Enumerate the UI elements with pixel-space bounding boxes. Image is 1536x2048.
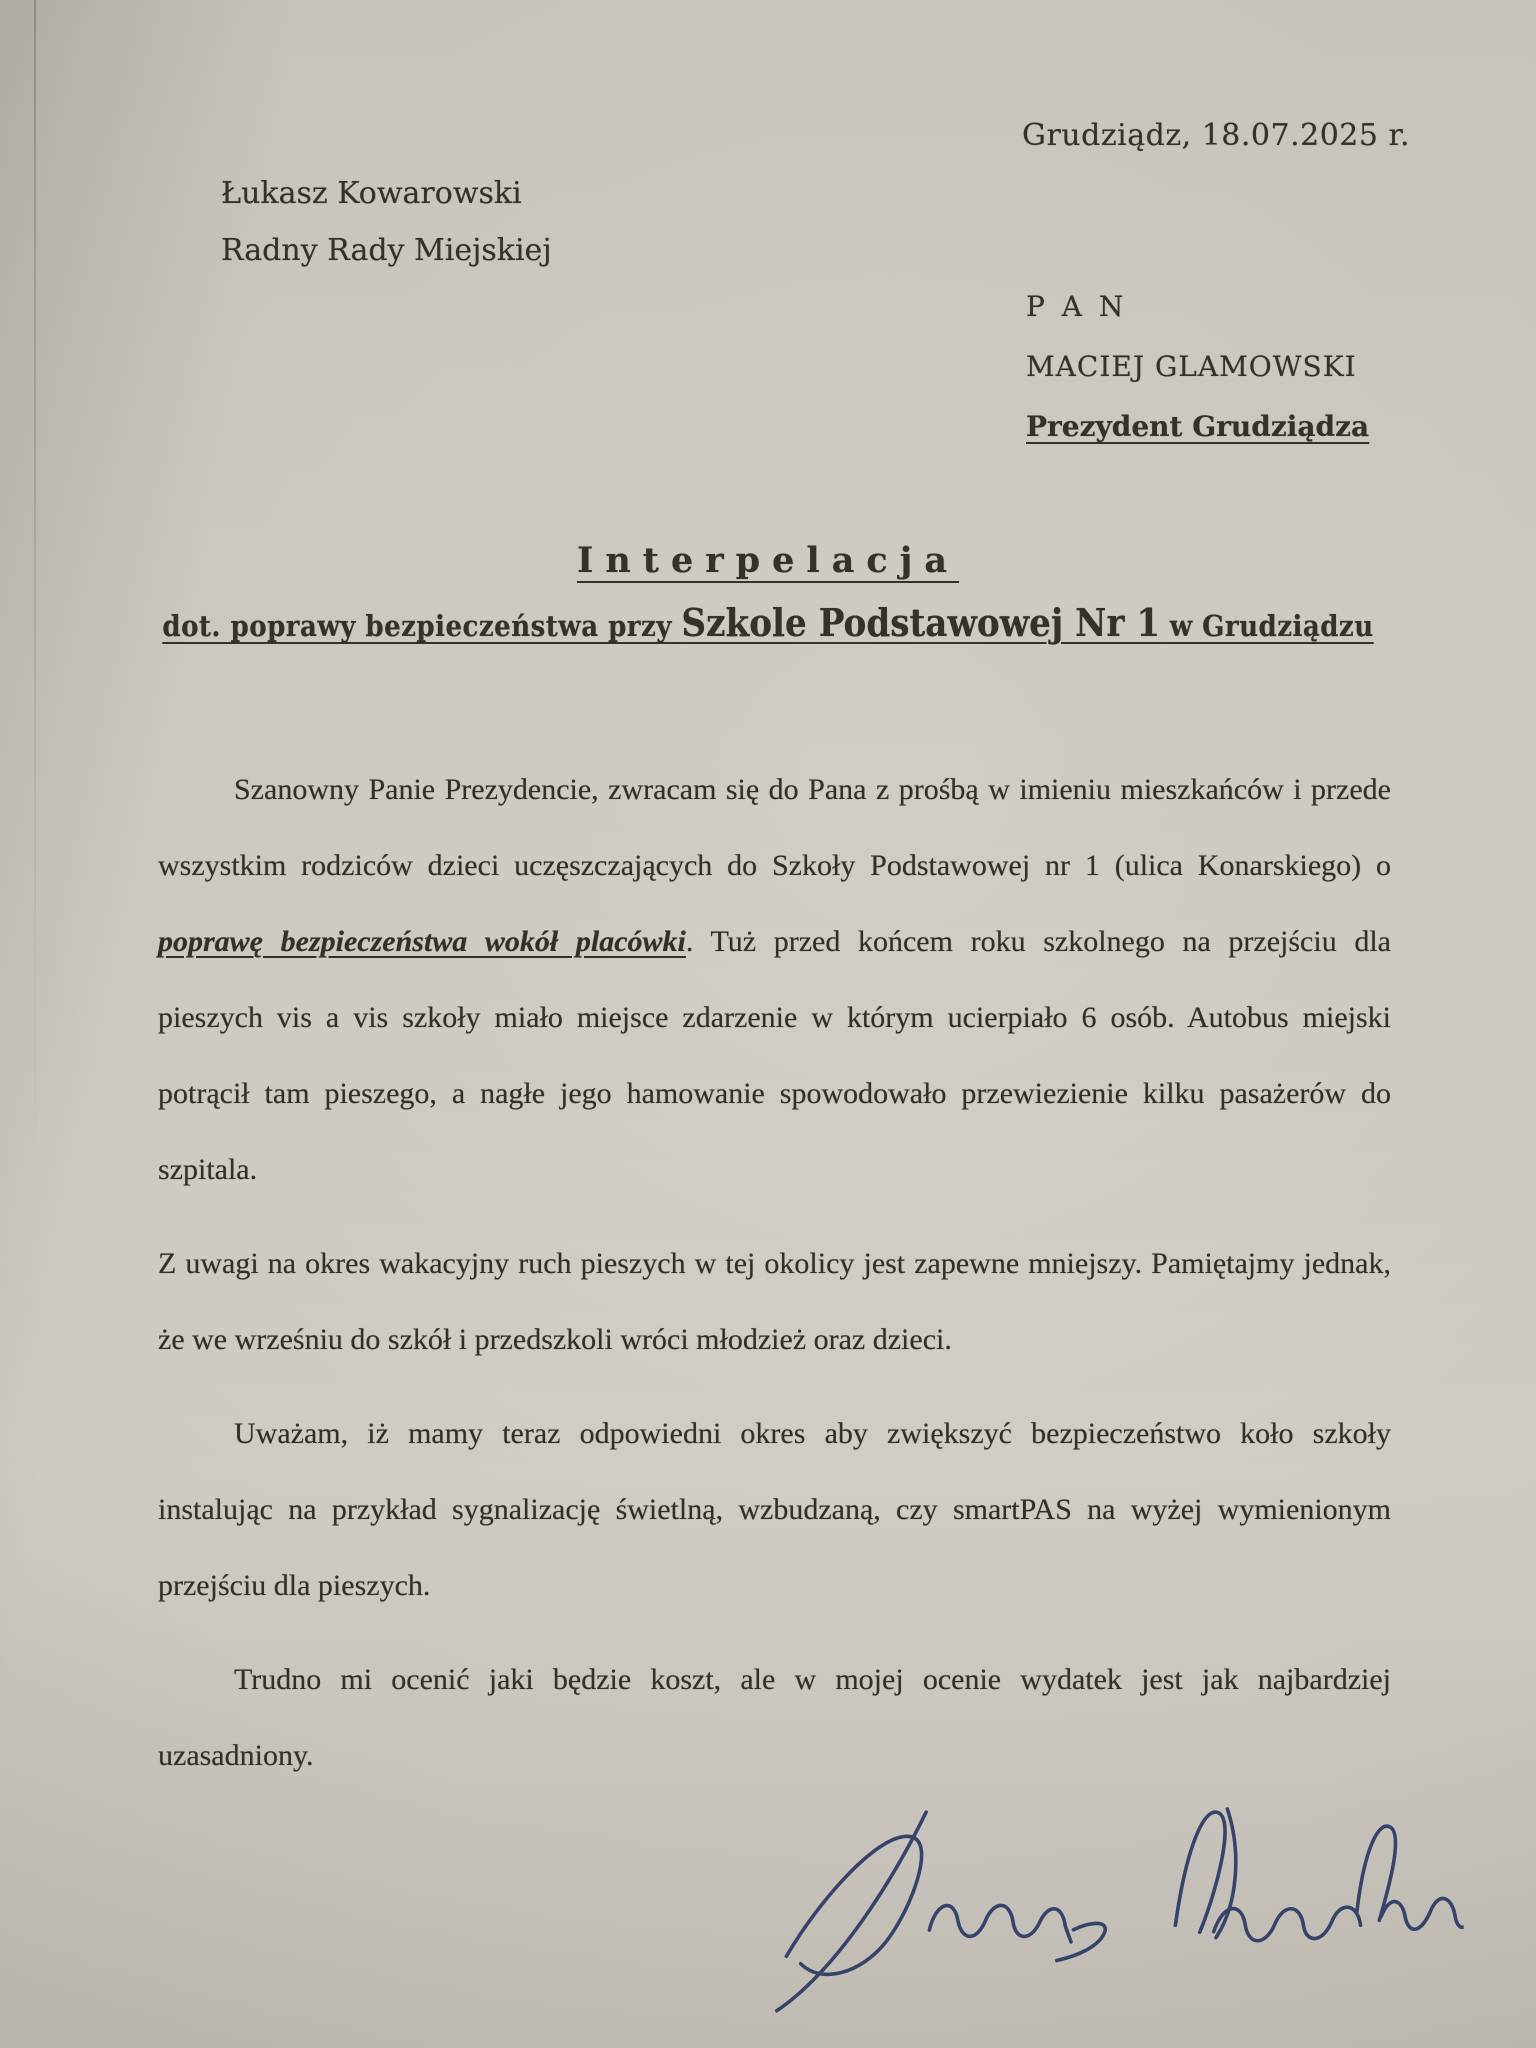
- document-title: Interpelacja: [576, 540, 960, 581]
- paragraph-4-text: Trudno mi ocenić jaki będzie koszt, ale w mojej ocenie wydatek jest jak najbardziej uzasadniony.: [158, 1663, 1391, 1772]
- letter-body: [158, 752, 1391, 1812]
- paragraph-2: [158, 1226, 1391, 1378]
- sender-block: [221, 176, 552, 290]
- paragraph-1-emphasis: poprawę bezpieczeństwa wokół placówki: [158, 925, 686, 958]
- signature-ink-icon: [738, 1772, 1467, 2018]
- paragraph-3: [158, 1396, 1391, 1624]
- subject-emphasis: Szkole Podstawowej Nr 1: [681, 600, 1161, 645]
- recipient-block: [1026, 290, 1369, 470]
- paragraph-1: [158, 752, 1391, 1208]
- paragraph-1-after: . Tuż przed końcem roku szkolnego na przejściu dla pieszych vis a vis szkoły miało miejsce zdarzenie w którym ucierpiało 6 osób. Autobus miejski potrącił tam pieszego, a nagłe jego hamowanie spowodowało przewiezienie kilku pasażerów do szpitala.: [158, 925, 1391, 1186]
- recipient-name: MACIEJ GLAMOWSKI: [1026, 350, 1357, 383]
- sender-title: Radny Rady Miejskiej: [221, 233, 552, 268]
- sender-name: Łukasz Kowarowski: [221, 176, 522, 211]
- subject-suffix: w Grudziądzu: [1160, 609, 1374, 643]
- subject-prefix: dot. poprawy bezpieczeństwa przy: [162, 609, 682, 643]
- handwritten-signature: [738, 1772, 1467, 2018]
- recipient-title: Prezydent Grudziądza: [1026, 410, 1370, 443]
- document-subject: [77, 600, 1459, 645]
- paragraph-1-before: Szanowny Panie Prezydencie, zwracam się do Pana z prośbą w imieniu mieszkańców i przede wszystkim rodziców dzieci uczęszczających do Szkoły Podstawowej nr 1 (ulica Konarskiego) o: [158, 773, 1391, 882]
- paragraph-4: [158, 1642, 1391, 1794]
- paragraph-2-text: Z uwagi na okres wakacyjny ruch pieszych w tej okolicy jest zapewne mniejszy. Pamiętajmy jednak, że we wrześniu do szkół i przedszkoli wróci młodzież oraz dzieci.: [158, 1247, 1391, 1356]
- paper-edge-shadow: [34, 0, 36, 1188]
- recipient-salutation: P A N: [1026, 290, 1128, 323]
- paragraph-3-text: Uważam, iż mamy teraz odpowiedni okres aby zwiększyć bezpieczeństwo koło szkoły instalując na przykład sygnalizację świetlną, wzbudzaną, czy smartPAS na wyżej wymienionym przejściu dla pieszych.: [158, 1417, 1391, 1602]
- date-line: Grudziądz, 18.07.2025 r.: [1022, 118, 1411, 153]
